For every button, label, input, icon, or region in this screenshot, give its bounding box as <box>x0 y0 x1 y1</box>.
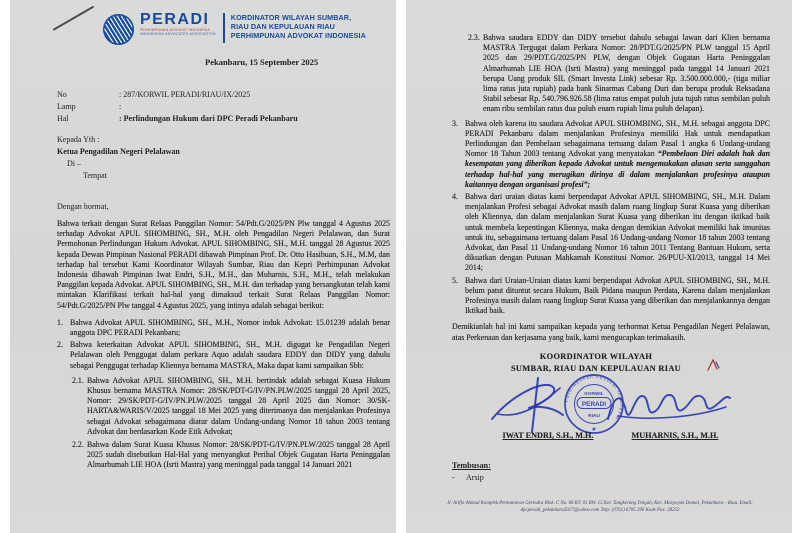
signer-name-right: MUHARNIS, S.H., M.H. <box>631 431 719 440</box>
letterhead-line-3: PERHIMPUNAN ADVOKAT INDONESIA <box>230 31 366 40</box>
list-item-3-number: 3. <box>452 118 458 128</box>
stamp-line-korwil: KORWIL <box>584 392 604 397</box>
letterhead-line-1: KORDINATOR WILAYAH SUMBAR, <box>230 13 352 22</box>
sublist <box>72 376 390 471</box>
list-item-5-number: 5. <box>452 275 458 285</box>
ink-mark <box>706 358 722 372</box>
tembusan-label: Tembusan: <box>452 461 491 470</box>
peradi-logo-subtitle-id: PERHIMPUNAN ADVOKAT INDONESIA <box>140 28 210 32</box>
tembusan-item-text: Arsip <box>466 473 484 482</box>
signoff-line-2: SUMBAR, RIAU DAN KEPULAUAN RIAU <box>510 363 682 373</box>
meta-lamp-row <box>57 101 387 113</box>
letterhead <box>103 12 366 45</box>
stamp-ring-text: Perhimpunan Advokat Indonesia <box>564 373 625 422</box>
stamp-line-peradi: PERADI <box>581 400 607 408</box>
signoff-line-1: KOORDINATOR WILAYAH <box>539 352 653 361</box>
letter-body-page-2 <box>452 33 770 343</box>
opening-paragraph: Bahwa terkait dengan Surat Relaas Panggilan Nomor: 54/Pdt.G/2025/PN Plw tanggal 4 Agustus 2025 terhadap Advokat APUL SIHOMBING, SH., M.H. oleh Pengadilan Negeri Pelalawan, dan Surat Permohonan Perlindungan Hukum Advokat. APUL SIHOMBING, SH., M.H. tanggal 28 Agustus 2025 kepada Dewan Pimpinan Nasional PERADI dibawah Pimpinan Prof. Dr. Otto Hasibuan, S.H., M.M, dan terhadap hal tersebut Kami Koordinator Wilayah Sumbar, Riau dan Kepri Perhimpunan Advokat Indonesia dibawah Pimpinan Iwat Endri, S.H., M.H., dan Muharnis, S.H., M.H., telah melakukan Panggilan kepada Advokat. APUL SIHOMBING, SH., M.H. dan terhadap yang bersangkutan telah kami mintakan Klarifikasi terkait hal-hal yang dimaksud terkait Surat Relaas Panggilan Nomor: 54/Pdt.G/2025/PN Plw tanggal 4 Agustus 2025, yang intinya adalah sebagai berikut: <box>57 219 390 310</box>
meta-hal-label: Hal <box>57 114 69 123</box>
stamp-line-riau: RIAU <box>588 414 600 419</box>
peradi-logo <box>140 12 216 37</box>
recipient-name: Ketua Pengadilan Negeri Pelalawan <box>57 147 180 156</box>
recipient-salute: Kepada Yth : <box>57 135 100 144</box>
signoff-heading <box>461 351 731 374</box>
list-item-4 <box>452 192 770 274</box>
list-item-5 <box>452 276 770 317</box>
recipient-place: Tempat <box>83 171 107 180</box>
dateline: Pekanbaru, 15 September 2025 <box>205 57 319 67</box>
meta-no-label: No <box>57 90 67 99</box>
list-item-2-3-text: Bahwa saudara EDDY dan DIDY tersebut dahulu sebagai lawan dari Klien bernama MASTRA Tergugat dalam Perkara Nomor: 28/PDT.G/2025/PN PLW tanggal 15 April 2025 dan 29/PDT.G/2025/PN PLW, dengan Objek Gugatan Harta Peninggalan Almarhumah LIE HOA (Isrti Mastra) yang meninggal pada tanggal 14 Januari 2021 berupa Uang produk SIL (Smart Investa Link) sebesar Rp. 3.500.000.000,- (tiga miliar lima ratus juta rupiah) pada bank Sinarmas Cabang Duri dan berupa produk Reksadana Stabil sebesar Rp. 540.796.926.58 (lima ratus empat puluh juta tujuh ratus sembilan puluh enam ribu sembilan ratus dua puluh enam rupiah lima puluh delapan). <box>483 33 770 114</box>
letter-page-1 <box>10 0 396 533</box>
signature-muharnis <box>604 383 732 427</box>
letterhead-line-2: RIAU DAN KEPULAUAN RIAU <box>230 22 335 31</box>
meta-lamp-value: : <box>119 102 122 111</box>
meta-no-row <box>57 89 387 101</box>
pen-mark <box>53 6 95 31</box>
list-item-3-quote: “Pembelaan Diri adalah hak dan kesempatan yang diberikan kepada Advokat untuk mengemukakan alasan serta sanggahan terhadap hal-hal yang merugikan dirinya di dalam menjalankan profesinya ataupun kaitannya dengan organisasi profesi”; <box>465 149 770 189</box>
meta-lamp-label: Lamp <box>57 102 76 111</box>
recipient-block <box>57 134 180 182</box>
tembusan-block <box>452 461 491 482</box>
tembusan-item <box>452 473 491 482</box>
closing-paragraph: Demikianlah hal ini kami sampaikan kepada yang terhormat Ketua Pengadilan Negeri Pelalawan, atas Perkenaan dan kerjasama yang baik, kami mengucapkan terimakasih. <box>452 322 770 342</box>
tembusan-bullet: - <box>452 473 455 482</box>
peradi-logo-wordmark: PERADI <box>140 11 210 28</box>
list-item-2-2-number: 2.2. <box>72 440 84 450</box>
list-item-2 <box>57 340 390 371</box>
list-item-2-3 <box>468 33 770 115</box>
list-item-2-3-number: 2.3. <box>468 33 480 42</box>
list-item-2-2-text: Bahwa dalam Surat Kuasa Khusus Nomor: 28/SK/PDT-G/IV/PN.PLW/2025 tanggal 28 April 2025 sudah disebutkan Hal-Hal yang menyangkut Perihal Objek Gugatan Harta Peninggalan Almarhumah LIE HOA (Isrti Mastra) yang meninggal pada tanggal 14 Januari 2021 <box>87 440 390 470</box>
list-item-3-text: Bahwa oleh karena itu saudara Advokat APUL SIHOMBING, SH., M.H. sebagai anggota DPC PERADI Pekanbaru dalam menjalankan Profesinya memiliki Hak untuk mendapatkan Perlindungan dan Pembelaan sebagaimana tertuang dalam Pasal 1 angka 6 Undang-undang Nomor 18 Tahun 2003 tentang Advokat yang menyatakan <box>465 118 770 159</box>
letter-meta <box>57 89 387 125</box>
list-item-1-text: Bahwa Advokat APUL SIHOMBING, SH., M.H., Nomor induk Advokat: 15.01239 adalah benar anggota DPC PERADI Pekanbaru; <box>70 317 390 338</box>
meta-hal-value: : Perlindungan Hukum dari DPC Peradi Pekanbaru <box>119 114 298 123</box>
letter-page-2 <box>406 0 792 533</box>
list-item-2-1-text: Bahwa Advokat APUL SIHOMBING, SH., M.H. bertindak adalah sebagai Kuasa Hukum Khusus bernama MASTRA Nomor: 28/SK/PDT-G/IV/PN.PLW/2025 tanggal 28 April 2025, Nomor: 29/SK/PDT-G/IV/PN.PLW/2025 tanggal 28 April 2025 dan Nomor: 30/SK-HARTA&WARIS/V/2025 tanggal 18 Mei 2025 yang diterimanya dan menjalankan Profesinya sebagai Advokat sebagaimana diatur dalam Undang-undang Nomor 18 tahun 2003 tentang Advokat dan berdasarkan Kode Etik Advokat; <box>87 375 390 436</box>
list-item-2-number: 2. <box>57 340 63 350</box>
meta-no-value: : 287/KORWIL PERADI/RIAU/IX/2025 <box>119 90 251 99</box>
list-item-1-number: 1. <box>57 317 63 327</box>
letterhead-divider <box>223 13 225 43</box>
signer-name-left: IWAT ENDRI, S.H., M.H. <box>502 431 594 440</box>
list-item-4-number: 4. <box>452 192 458 202</box>
stamp-star-icon: ★ <box>591 427 597 433</box>
meta-hal-row <box>57 113 387 125</box>
list-item-2-1-number: 2.1. <box>72 375 84 385</box>
salutation: Dengan hormat, <box>57 202 109 211</box>
list-item-5-text: Bahwa dari Uraian-Uraian diatas kami berpendapat Advokat APUL SIHOMBING, SH., M.H. belum patut dituntut secara Hukum, Baik Pidana maupun Perdata, Karena dalam menjalankan Profesinya masih dalam ruang lingkup Surat Kuasa yang diberikan dan menjalankannya dengan Iktikad baik. <box>465 275 770 316</box>
letterhead-title <box>231 12 366 40</box>
recipient-di: Di – <box>67 159 81 168</box>
list-item-2-text: Bahwa keterkaitan Advokat APUL SIHOMBING, SH., M.H. digugat ke Pengadilan Negeri Pelalawan oleh Penggugat dalam perkara Aquo adalah saudara EDDY dan DIDY yang dahulu sebagai Penggugat terhadap Kliennya bernama MASTRA, Maka dapat kami sampaikan Sbb: <box>70 340 390 370</box>
list-item-2-2 <box>72 440 390 471</box>
list-item-3 <box>452 119 770 190</box>
letter-body-page-1 <box>57 219 390 474</box>
list-item-4-text: Bahwa dari uraian diatas kami berpendapat Advokat APUL SIHOMBING, SH., M.H. Dalam menjalankan Profesi sebagai Advokat masih dalam ruang lingkup Surat Kuasa yang diberikan oleh Kliennya, dan dalam menjalankan Surat Kuasa yang diberikan itu dengan iktikad baik untuk membela kepentingan Kliennya, maka dengan demikian Advokat memiliki hak imunitas untuk itu, sebagaimana tertuang dalam Pasal 16 Undang-undang Nomor 18 tahun 2003 tentang Advokat, dan Pasal 11 Undang-undang Nomor 16 tahun 2011 Tentang Bantuan Hukum, serta dikuatkan dengan Putusan Mahkamah Konstitusi Nomor. 26/PUU-XI/2013, tanggal 14 Mei 2014; <box>465 192 770 273</box>
letterhead-footer-address: Jl. Arifin Ahmad Komplek Perkantoran Gerindra Blok. C No. 06 RT. 01 RW. 15 Kel. Tangkerang Tengah, Kec. Marpoyan Damai, Pekanbaru – Riau. Email: dpcperadi_pekanbaru2017@yahoo.com Telp: (0761) 6705 296 Kode Pos: 28252 <box>447 501 753 513</box>
list-item-1 <box>57 318 390 338</box>
peradi-globe-icon <box>103 14 134 45</box>
peradi-logo-subtitle-en: INDONESIAN ADVOCATES ASSOCIATION <box>140 32 216 37</box>
list-item-2-1 <box>72 376 390 437</box>
